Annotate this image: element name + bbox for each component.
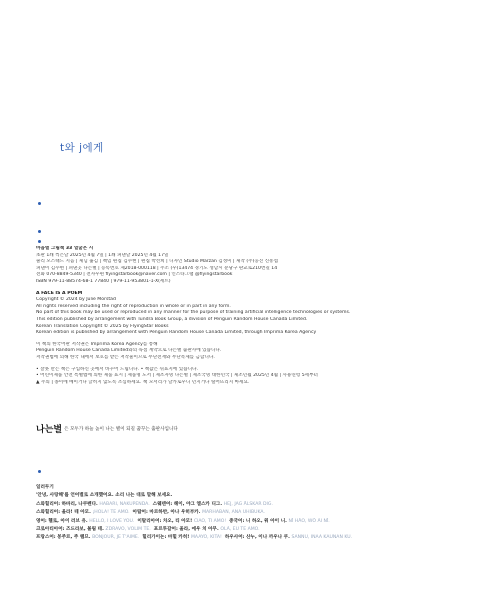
greeting-latin: CIAO, TI AMO! [193, 518, 227, 524]
bullet-dot [38, 202, 41, 205]
copyright-line: Korean edition is published by arrangement with Penguin Random House Canada Limited, through Imprima Korea Agency [36, 330, 317, 336]
greeting-latin: SANNU, INAA KAUNAN KU. [291, 535, 353, 541]
isbn: ISBN 979-11-88574-68-1 77840 | 979-11-953801-1-X(세트) [36, 278, 171, 284]
greeting-korean: 힐리가이논: 마힐 카히! [142, 535, 191, 541]
notice-line: • 어린이제품 안전 특별법에 의한 제품 표시 | 제품명 도서 | 제조자명 나는별 | 제조국명 대한민국 | 제조년월 2025년 4월 | 사용연령 5세부터 [36, 373, 318, 379]
notice-line: • 잘못 만든 책은 구입하신 곳에서 바꾸어 드립니다. • 책값은 뒤표지에 있습니다. [36, 366, 198, 372]
greeting-latin: ZDRAVO, VOLIM TE. [105, 527, 151, 533]
glossary-row [36, 501, 476, 509]
notice-block [36, 367, 476, 387]
publisher-info: 펴낸이 김수현 | 펴낸곳 나는별 | 등록번호 제2018-000118 | 주소 (우)13474 경기도 성남시 분당구 판교로210번길 14 [36, 265, 278, 271]
glossary-row [36, 509, 476, 517]
greeting-latin: OLÁ, EU TE AMO. [220, 527, 260, 533]
greeting-korean: 크로아티아어: 즈드라보, 볼림 테. [36, 527, 106, 533]
greeting-latin: HELLO, I LOVE YOU. [89, 518, 135, 524]
printing-info: 초판 1쇄 찍은날 2025년 4월 7일 | 1쇄 펴낸날 2025년 4월 17일 [36, 252, 169, 258]
glossary-intro: '안녕, 사랑해'를 언어별로 소개했어요. 소리 나는 대로 말해 보세요. [36, 493, 173, 499]
greeting-latin: HABARI, NAKUPENDA. [99, 501, 150, 507]
greeting-korean: 중국어: 니 하오, 워 아이 니. [229, 518, 289, 524]
series-title: 마음별 그림책 33 얼굴은 시 [36, 246, 94, 251]
tagline-text: 은 모두가 하늘 높이 나는 별이 되길 꿈꾸는 출판사입니다 [64, 426, 178, 432]
english-title: A FACE IS A POEM [36, 290, 83, 296]
greeting-latin: HEJ, JAG ÄLSKAR DIG. [223, 501, 273, 507]
dedication: t와 j에게 [60, 142, 104, 154]
greeting-latin: BONJOUR, JE T'AIME. [92, 535, 140, 541]
glossary-row [36, 534, 476, 542]
greeting-latin: NǏ HǍO, WǑ ÀI NǏ. [288, 518, 330, 524]
copyright-line: Korean Translation Copyright © 2025 by FlyingStar Books [36, 323, 169, 329]
english-copyright-block [36, 297, 476, 337]
greeting-korean: 스와힐리어: 올라! 테 아모. [36, 510, 93, 516]
glossary-row [36, 518, 476, 526]
greeting-latin: MAAYO, KITA! [190, 535, 222, 541]
rights-line: 이 책의 한국어판 저작권은 Imprima Korea Agency를 통해 [36, 341, 158, 347]
greeting-korean: 영어: 헬로, 아이 러브 유. [36, 518, 90, 524]
copyright-line: No part of this book may be used or reproduced in any manner for the purpose of training artificial intelligence technologies or systems. [36, 310, 351, 316]
greeting-korean: 이탈리아어: 차오, 티 아모! [137, 518, 194, 524]
colophon [36, 246, 476, 386]
greeting-latin: MARHABAN, ANA UHIBUKA. [202, 510, 265, 516]
glossary [36, 484, 476, 543]
greeting-korean: 포르투갈어: 올라, 에우 치 아무. [153, 527, 221, 533]
bullet-dot [38, 470, 41, 473]
greeting-korean: 스와힐리어: 하바리, 나쿠펜다. [36, 501, 100, 507]
copyright-line: Copyright © 2024 by Julie Morstad [36, 297, 116, 303]
glossary-rows [36, 501, 476, 543]
publisher-logo: 나는별 [36, 425, 63, 435]
publisher-tagline [36, 422, 178, 435]
greeting-korean: 아랍어: 마르하반, 아나 우히부카. [132, 510, 203, 516]
bullet-dot [38, 240, 41, 243]
contact-info: 전화 070-8849-5340 | 전자우편 flyingstarbook@naver.com | 인스타그램 @flyingstarbook [36, 272, 233, 278]
rights-block [36, 342, 476, 362]
greeting-korean: 스웨덴어: 헤이, 야그 엘스카 디그. [152, 501, 224, 507]
bullet-dot [38, 230, 41, 233]
copyright-line: This edition published by arrangement with Tundra Book Group, a division of Penguin Random House Canada Limited. [36, 316, 308, 322]
greeting-korean: 하우사어: 산누, 이나 까우나 쿠. [224, 535, 292, 541]
rights-line: 저작권법에 의해 한국 내에서 보호를 받는 저작물이므로 무단전재와 무단복제를 금합니다. [36, 354, 215, 360]
greeting-korean: 프랑스어: 봉주르, 주 뗌므. [36, 535, 93, 541]
glossary-heading: 일러두기 [36, 485, 54, 490]
rights-line: Penguin Random House Canada Limited와의 독점 계약으로 나는별 출판사에 있습니다. [36, 348, 222, 354]
greeting-latin: ¡HOLA! TE AMO. [92, 510, 130, 516]
notice-line: ▲ 주의 | 종이에 베이거나 긁히지 않도록 조심하세요. 책 모서리가 날카로우니 던지거나 떨어뜨리지 마세요. [36, 379, 250, 385]
credits: 줄리 모스태드 지음 | 제님 옮김 | 책임 편집 김수현 | 편집 박선희 | 디자인 Studio Marzan 김성미 | 제작 (주)웅진 신흥섭 [36, 259, 279, 265]
glossary-row [36, 526, 476, 534]
copyright-line: All rights reserved including the right of reproduction in whole or in part in any form. [36, 303, 231, 309]
